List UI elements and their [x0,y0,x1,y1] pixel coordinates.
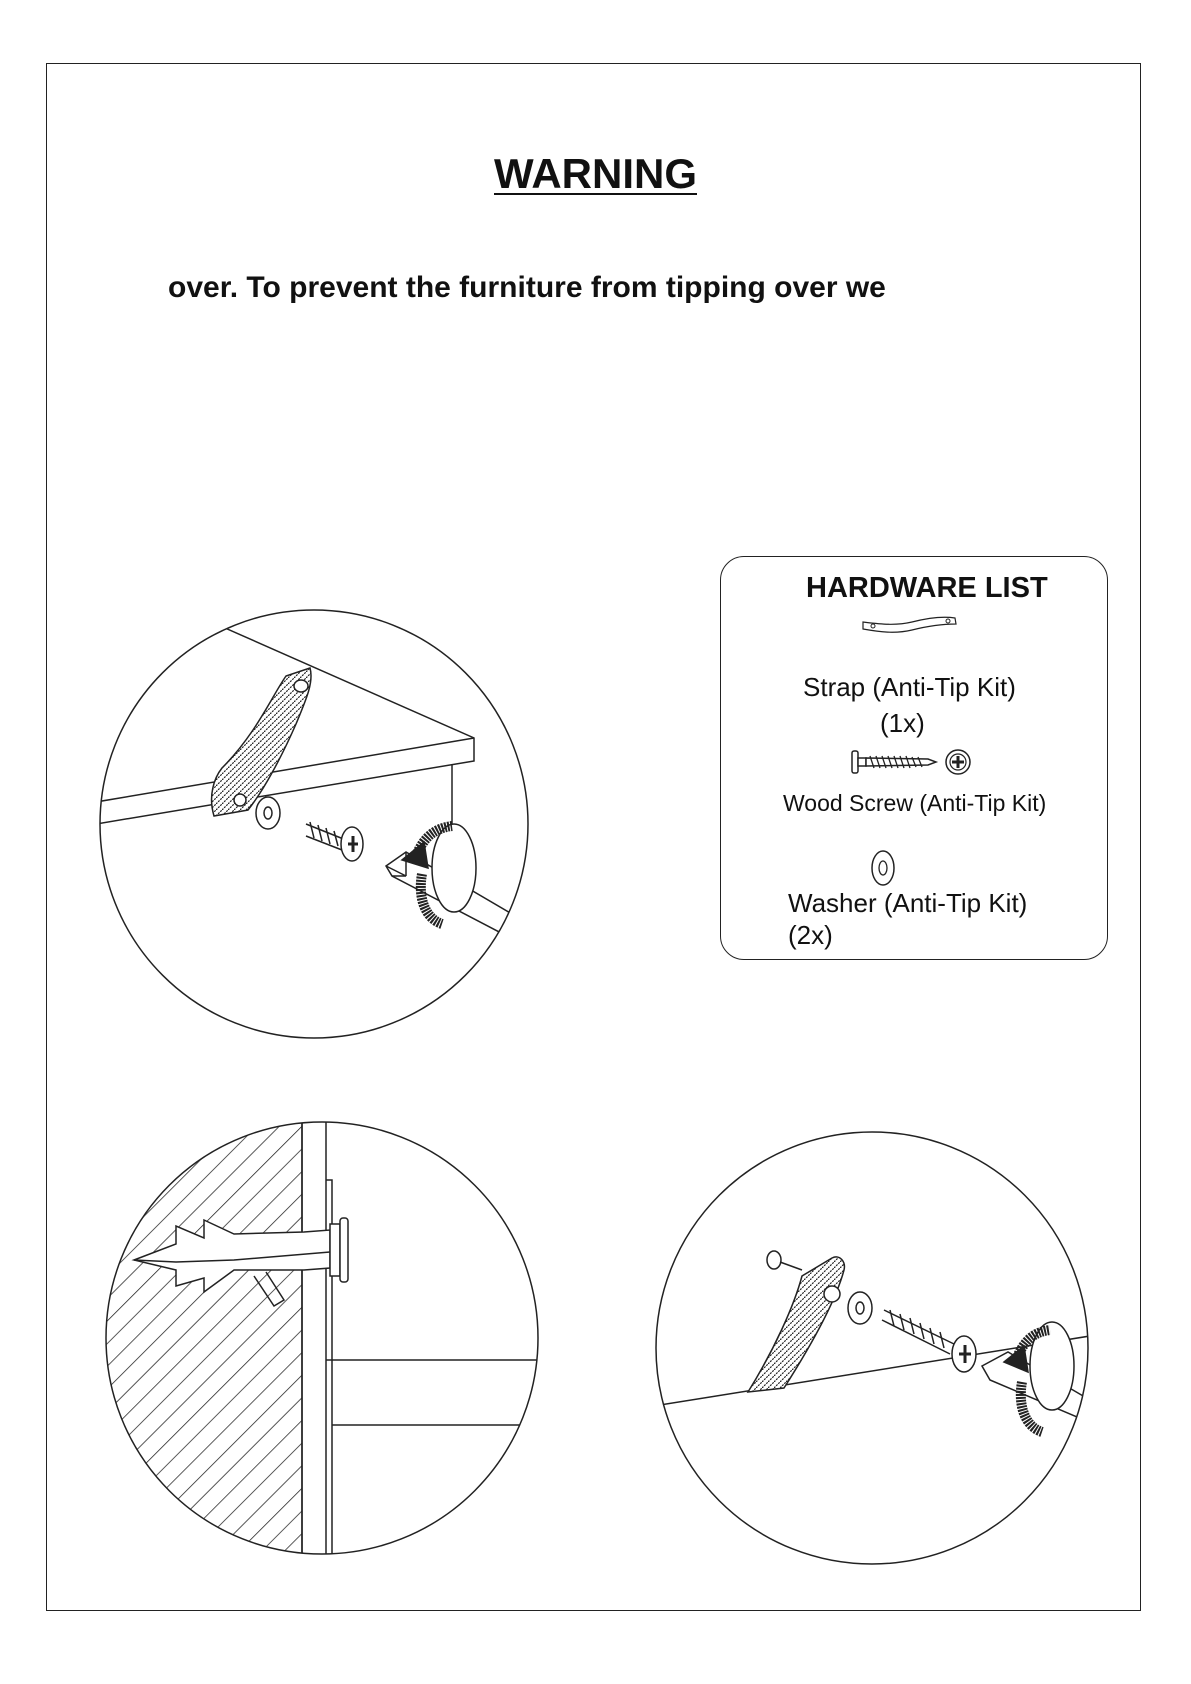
warning-title: WARNING [494,150,697,197]
strap-label: Strap (Anti-Tip Kit) [803,672,1016,702]
screw-label: Wood Screw (Anti-Tip Kit) [783,790,1047,816]
hardware-list-title: HARDWARE LIST [806,572,1048,604]
washer-label: Washer (Anti-Tip Kit) [788,888,1028,918]
washer-icon [870,848,896,888]
strap-wall-illustration [654,1130,1090,1566]
screw-icon [850,748,980,778]
warning-text: over. To prevent the furniture from tipping over we [168,271,886,304]
strap-attach-illustration [96,606,532,1042]
strap-quantity: (1x) [880,708,925,738]
washer-quantity: (2x) [788,920,833,950]
wall-anchor-illustration [104,1120,540,1556]
strap-icon [860,612,960,642]
